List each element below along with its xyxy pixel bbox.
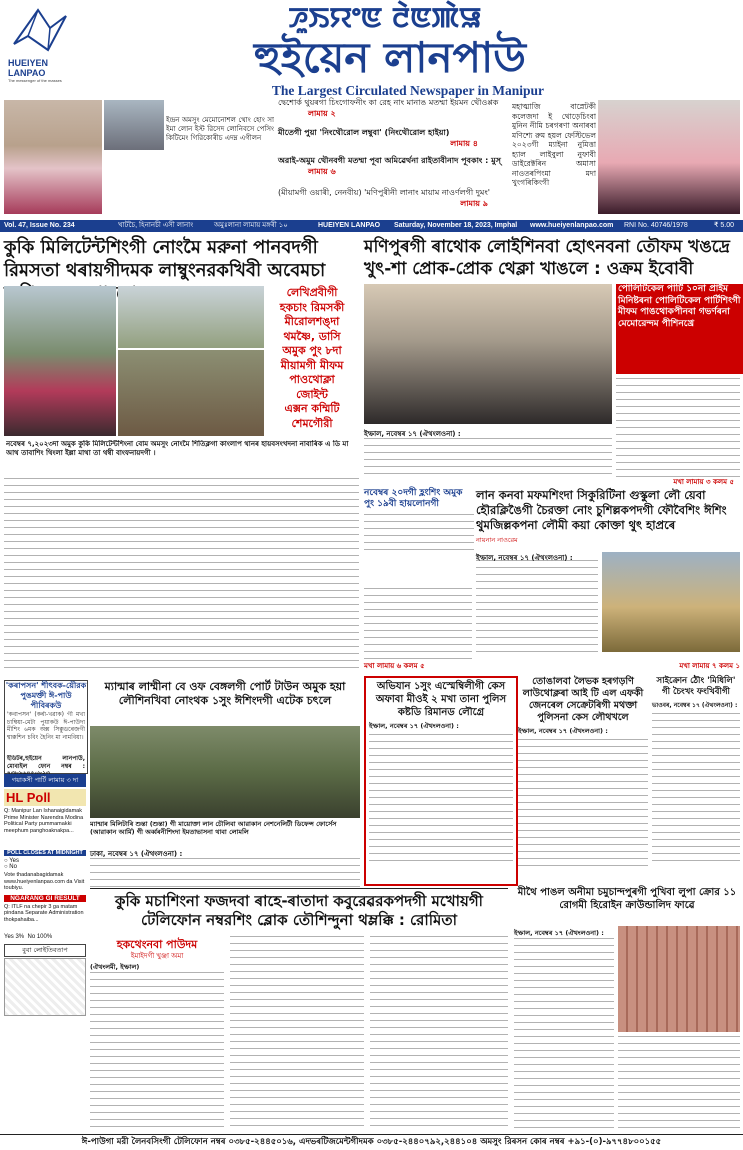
- myanmar-story[interactable]: [90, 680, 360, 890]
- mid-photo: [602, 552, 740, 652]
- logo: [8, 6, 70, 83]
- mid-story[interactable]: [476, 488, 740, 658]
- teaser-right-photo: [598, 100, 740, 214]
- lead-left-story[interactable]: [4, 236, 359, 676]
- bottom-body-2: [230, 936, 364, 1130]
- title-meitei: ꯍꯨꯏꯌꯦꯟ ꯂꯥꯟꯄꯥꯎ: [288, 1, 482, 34]
- poll-no-option[interactable]: ○ No: [4, 864, 17, 870]
- lottery-story[interactable]: [518, 676, 648, 882]
- assembly-headline[interactable]: অভিযান ১সুং এস্মেম্বিলীগী কেস অফাবা মীওই ২ মখা তানা পুলিস কষ্টডি রিমানড লৌগ্ৰে: [375, 681, 507, 718]
- bottom-byline-sub: ইমাইদগী খুঞ্জা অমা: [130, 952, 184, 960]
- myanmar-photo: [90, 726, 360, 818]
- lead-left-red-inset: লেখিপ্ৰবীগী হকচাং রিমসকী মীরোলশঙ্দা থমষ্ণৈ, ডাসি অমুক পুং ৮দা মীয়ামগী মীফম পাওথোক্লা জোইন্ট এক্সন কম্মিটি শেমগৌরী: [279, 286, 345, 430]
- vol-issue: Vol. 47, Issue No. 234: [4, 222, 75, 229]
- assembly-dateline: ইম্ফাল, নবেম্বৰ ১৭ (ঐথংলওনা) :: [369, 722, 459, 730]
- teaser-item[interactable]: মীতেগী পুয়া 'নিংথৌরোল লম্বুবা' (নিংথৌরোল হাইয়া) লামায় ৪: [278, 128, 478, 148]
- lead-right-side-body: [616, 378, 740, 478]
- bottom-headline[interactable]: কুকি মচাশিংনা ফজদবা ৰাহে-ৰাতাদা কবুরেৱরকপদগী মখোয়গী টেলিফোন নম্বরশিং ব্লোক তৌশিন্দুনা থম্লক্কি : রোমিতা: [115, 892, 483, 929]
- mid-more[interactable]: মখা লামায় ৭ কলম ১: [679, 662, 740, 670]
- place: খাটচৈ, হিনানচী এসী লানাং: [118, 222, 194, 229]
- issue-date: Saturday, November 18, 2023, Imphal: [394, 222, 518, 229]
- election-body: 'কবাপসন' (কৰ্ৰা-খৱাক) গী মখা চাম্বিয়া-মেটা পুয়াকউ ঈ-পাউদা মীশিং ৬মক অক্স সিক্কুডৰেজগী শ্বাক্কশিন চবিং হৈনিং মা নামবিয়া।: [7, 711, 85, 741]
- rni: RNI No. 40746/1978: [624, 222, 688, 229]
- sewa-headline[interactable]: সাইক্রোন ঠৌং 'মিধিলি' গী চৈংখং ফংখিবীগী: [656, 676, 736, 697]
- bottom-right-photo: [618, 926, 740, 1032]
- teaser-left-text[interactable]: ইন্দ্রন অমসুং মেমোনোশল থোং হোং সা ইমা লোন ইস্ট রিসেদ লোনিবসে পেসিং কিটিমেং গিরিকোৰীচ এদম্ন এগীলন: [166, 116, 274, 142]
- assembly-body: [369, 734, 513, 864]
- poll-closes: POLL CLOSES AT MIDNIGHT: [4, 850, 86, 856]
- teaser-left-photo: [4, 100, 102, 214]
- mid-headline[interactable]: লান কনবা মফমশিংদা সিকুরিটিনা গুস্কুলা লৌ য়েবা হৌরক্লিঙৈগী চৈরক্তা নোং চুশিল্লকপদগী ফৌবৈশিং ঈশিং থুমজিল্লকপনা লৌমী কয়া কোক্তা থুৎ হাপ্রৰে: [476, 488, 727, 532]
- lead-left-photo-scene: [118, 286, 264, 348]
- lead-left-caption: নবেম্বৰ ৭,২০২৩দা অমুক কুকি মিলিটেন্টশিংনা বোম অমসুং নোংমৈ শিতিক্লগা কাংলাপ থানৰ হায়বসংখদনা নাবাৰিক এ ডি মা আথ তাবাশিং থিংলা ইল্লা মাথা তা থম্বী বাংফনায়দগী ।: [6, 440, 349, 457]
- lead-right-body: [364, 438, 612, 478]
- lead-left-body: [4, 478, 359, 674]
- poll-result-title: NGARANG GI RESULT: [4, 895, 86, 902]
- teaser-left-photo-2: [104, 100, 164, 150]
- myanmar-caption: ম্যান্মাৰ মিলিটাৰি শুন্তা (শুন্তা) গী মায়োক্তা লান চৌলিবা আরাকান নেশনেলিটী ডিফেন্স ফোৰ্সেস (আরাকান আৰ্মি) গী অৰ্ব্বৰনীশিংদা ইমতাভাসনা থাবা লোমলি: [90, 820, 337, 836]
- myanmar-dateline: ঢাকা, নবেম্বৰ ১৭ (ঐথংলওনা) :: [90, 850, 183, 858]
- sewa-dateline: ভাওবৰ, নবেম্বৰ ১৭ (ঐথংলওনা) :: [652, 702, 738, 709]
- mid-byline: নায়নান নাওরেম: [476, 536, 518, 544]
- lead-right-more[interactable]: মখা লামায় ৩ কলম ৫: [673, 478, 734, 486]
- poll-result-row: Yes 3% No 100%: [4, 933, 53, 940]
- dateline-bar: [0, 220, 743, 232]
- lottery-headline[interactable]: তোঙালবা লৈভক হৰগড়ণি লাউথোক্লৰা আই টি এল এফকী জেনৰেল সেক্রেটৰিগী মথক্তা পুলিসনা কেস লৌথখলে: [522, 676, 644, 723]
- election-box[interactable]: [4, 680, 88, 774]
- bottom-story[interactable]: [90, 892, 508, 1132]
- bottom-byline-title: হকথেংনবা পাউদম: [116, 938, 198, 951]
- bottom-right-body-2: [618, 1036, 740, 1128]
- lead-left-headline[interactable]: কুকি মিলিটেন্টশিংগী নোংমৈ মরুনা পানবদগী রিমসতা থৰায়গীদমক লাম্বুংনরকখিবী অবেমচা: [4, 237, 326, 281]
- poll-vote-text[interactable]: Vote thadanabagidamak www.hueiyenlanpao.com da Visit toubiyu.: [4, 872, 85, 891]
- poll-question: Q: Manipur Lan Ishanaigidamak Prime Minister Narendra Modina Political Party pummamakki meephum panghoaknakpa...: [4, 808, 84, 834]
- teaser-strip: [0, 98, 743, 218]
- teaser-item[interactable]: দ্বেশোৰ্ক থুয়ৰগা চিংগোফনীং কা রেহ নাং মানাঙ মতম্মা ইয়মন থৌওপ্পক লামায় ২: [278, 98, 499, 118]
- lead-right-side-headline[interactable]: পোলিটিকেল পাৰ্টি ১০না প্রাইম মিনিষ্টৰনা পোলিটিকেল পাৰ্টিশিংগী মীফম পাঙথোকপীনবা গভৰ্ণৰনা মেমোরেন্দম পীশিনখ্ৰে: [616, 284, 743, 374]
- sewa-body: [652, 713, 740, 863]
- lottery-dateline: ইম্ফাল, নবেম্বৰ ১৭ (ঐথংলওনা) :: [518, 727, 608, 735]
- paper-name: HUEIYEN LANPAO: [318, 222, 381, 229]
- election-signed: ইডিটৰ,হুইয়েন লানপাউ, মোবাইল ফোন নম্বৰ :: [7, 755, 85, 770]
- lead-left-photo-woman: [4, 286, 116, 436]
- mid-dateline: ইম্ফাল, নবেম্বৰ ১৭ (ঐথংলওনা) :: [476, 554, 573, 562]
- lottery-body: [518, 739, 648, 869]
- mid-left-body-2: [364, 588, 472, 660]
- bottom-body-1: [90, 972, 224, 1130]
- subtitle: The Largest Circulated Newspaper in Manipur: [271, 83, 545, 98]
- bottom-right-dateline: ইম্ফাল, নবেম্বৰ ১৭ (ঐথংলওনা) :: [514, 929, 604, 937]
- myanmar-body: [90, 858, 360, 888]
- poll-yes-option[interactable]: ○ Yes: [4, 858, 19, 864]
- bottom-body-3: [370, 936, 508, 1130]
- poll-cartoon: [4, 958, 86, 1016]
- mid-left-headline[interactable]: নবেম্বৰ ২০দগী হ্লংশিং অমুক পুং ১৯বী হায়লোনগী: [364, 488, 463, 509]
- teaser-item[interactable]: অরাই-অমুম থৌনবগী মতম্মা পূবা অমিৱেৰ্থনা রাইতাবীনাদ পূবকাং : মুস্ লামায় ৬: [278, 156, 501, 176]
- poll-cartoon-label: বুবা লোইতিবতাপ: [4, 944, 86, 957]
- mid-body: [476, 560, 598, 656]
- mid-left-more[interactable]: মখা লামায় ৬ কলম ৫: [364, 662, 425, 670]
- bottom-right-body: [514, 938, 614, 1128]
- assembly-story[interactable]: [364, 676, 518, 886]
- footer: ঈ-পাউগা মরী লৈনবসিংগী টেলিফোন নম্বৰ ০৩৮৫-২৪৪৫০১৬, এদভৰটিজমেন্টগীদমক ০৩৮৫-২৪৪০৭৯২,২৪৪১০৪ অমসুং রিৰসন কোৰ নম্বৰ +৯১-(০)-৯৭৭৪৮০০১৫৫: [0, 1134, 743, 1150]
- title-bengali: হুইয়েন লানপাউ: [254, 33, 526, 82]
- lead-right-story[interactable]: [364, 236, 740, 486]
- lead-left-photo-ground: [118, 350, 264, 436]
- lead-right-headline[interactable]: মণিপুৰগী ৰাথোক লোইশিনবা হোৎনবনা তৌফম খঙদ্ৰে খুৎ-শা প্রোক-প্রোক থেক্লা খাঙলে : ওক্রম ইবোবী: [364, 237, 730, 279]
- masthead: [0, 0, 743, 98]
- bottom-dateline: (ঐথংলমী, ইম্ফাল): [90, 963, 140, 971]
- page-count: অমুঃলানা লামায় মঙ্গৰী ১০: [214, 222, 288, 229]
- website[interactable]: www.hueiyenlanpao.com: [530, 222, 614, 229]
- poll-label: গয়াকসী পাৰ্টি লামায় ৩ দা: [4, 774, 86, 787]
- mid-left-story[interactable]: [364, 488, 474, 580]
- price: ₹ 5.00: [714, 222, 735, 229]
- poll-title: HL Poll: [4, 789, 86, 806]
- election-title: 'কৰাপসন' শীৎবক-য়ৌরক পুঙমক্তী ঈ-পাউ পীবিৰকউ: [5, 681, 87, 710]
- sewa-story[interactable]: [652, 676, 740, 882]
- crane-logo-icon: [8, 6, 70, 54]
- teaser-center: [278, 98, 508, 218]
- bottom-right-story[interactable]: [514, 886, 740, 1132]
- lead-right-photo: [364, 284, 612, 424]
- bottom-right-headline[interactable]: মীথৈ পাঙল অনীমা চমুচান্দপুৰগী পুখিবা লুপা ক্ৰোর ১১ রোগমী হিরোইন ক্রাউন্ডালিদ ফাৱে: [517, 887, 737, 911]
- bottom-rule: [90, 888, 508, 889]
- lead-right-caption: ইম্ফাল, নবেম্বৰ ১৭ (ঐথংলওনা) :: [364, 430, 461, 438]
- teaser-right-text[interactable]: মহাত্মাজি বাস্নেটকী কলেজদা ই থোড়েচিংবা মুনিন নীমি চৰগৰণা অনাৰবা মণিশ্যে রুম হয়ল ফেস্টিভেল ২০২৩গী ম্যাইনা নুমিত্তা হ্যাল লাইবুলা নুফাবী ডাইরেক্টৰিন অমাসা নাওতৰপিংমা মদা খুংগৰিকিংগী: [512, 102, 596, 187]
- myanmar-headline[interactable]: ম্যান্মাৰ লাম্মীনা বে ওফ বেঙ্গলগী পোৰ্ট টাউন অমুক হয়া লৌশিনখিবা নোংথক ১সুং ঈশিংদগী এটেক চৎলে: [104, 680, 346, 707]
- logo-text: HUEIYEN LANPAO: [8, 58, 49, 78]
- logo-tagline: The messenger of the masses: [8, 78, 62, 83]
- mid-left-body: [364, 514, 474, 554]
- teaser-item[interactable]: (মীয়ামগী ওয়াৰী, নেনবীয়) 'মণিপুৰীনী লানাং মায়াম নাওৰ্ণলগী দুমং' লামায় ৯: [278, 188, 490, 208]
- poll-result-question: Q: ITLF na chepir 3 ga matam pindana Separate Administration thokpahaiba...: [4, 903, 84, 923]
- poll-panel: [4, 774, 86, 1074]
